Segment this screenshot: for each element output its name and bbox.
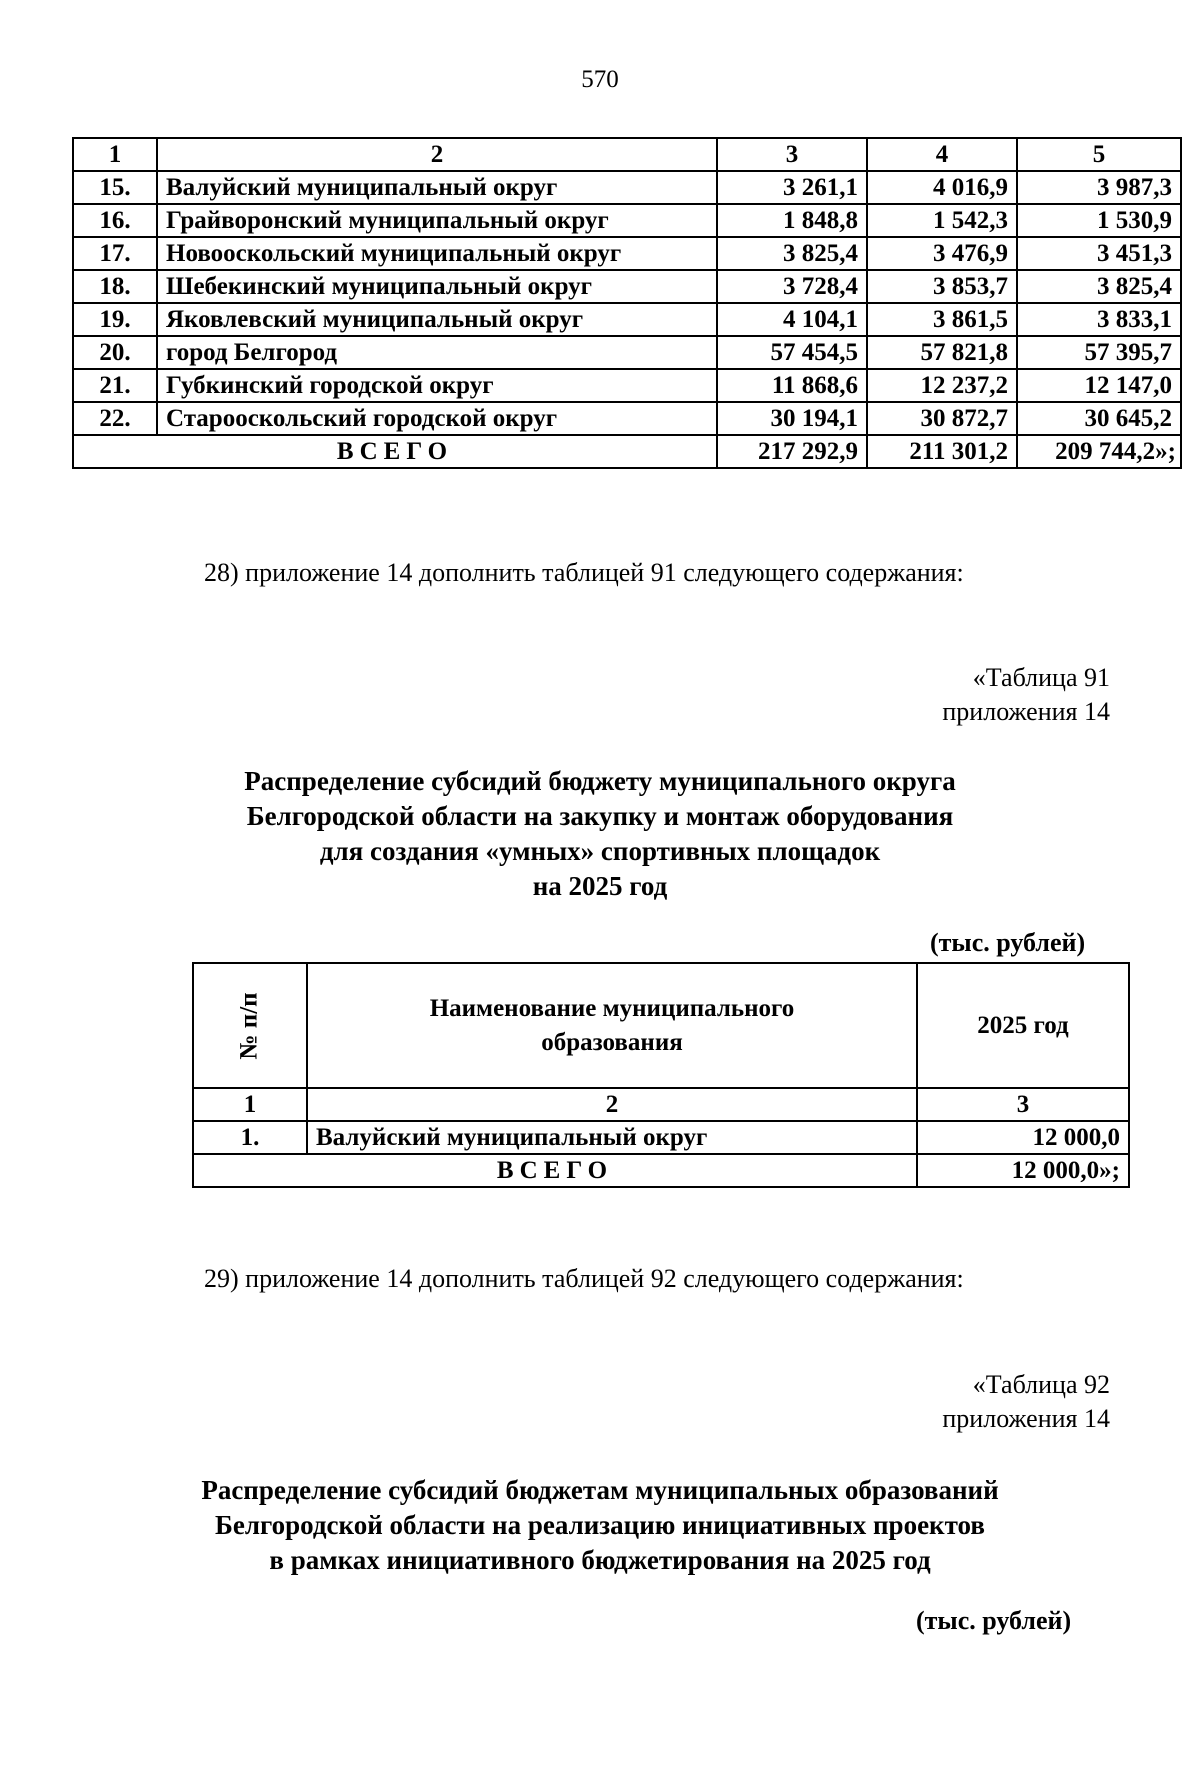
caption-line: «Таблица 92: [972, 1370, 1110, 1399]
row-value-4: 1 542,3: [867, 204, 1017, 237]
row-name: Губкинский городской округ: [157, 369, 717, 402]
table-total-row: [193, 1154, 1129, 1187]
caption-line: приложения 14: [942, 1404, 1110, 1433]
row-value-3: 3 261,1: [717, 171, 867, 204]
row-value-4: 57 821,8: [867, 336, 1017, 369]
header-index-text: № п/п: [235, 991, 263, 1060]
table-row: [73, 336, 1181, 369]
col-number: 2: [307, 1088, 917, 1121]
row-value-4: 4 016,9: [867, 171, 1017, 204]
table-row: [73, 237, 1181, 270]
row-value-5: 3 833,1: [1017, 303, 1181, 336]
table-row: [73, 402, 1181, 435]
row-name: город Белгород: [157, 336, 717, 369]
heading-line: для создания «умных» спортивных площадок: [319, 836, 881, 866]
row-value-4: 3 853,7: [867, 270, 1017, 303]
heading-line: на 2025 год: [532, 871, 668, 901]
heading-line: Белгородской области на реализацию инициативных проектов: [215, 1510, 985, 1540]
total-label: ВСЕГО: [73, 435, 717, 468]
table92-caption: [800, 1368, 1110, 1436]
row-name: Грайворонский муниципальный округ: [157, 204, 717, 237]
header-year: 2025 год: [917, 963, 1129, 1088]
col-number: 5: [1017, 138, 1181, 171]
table-header-row: [73, 138, 1181, 171]
table-row: [73, 204, 1181, 237]
row-value-5: 3 451,3: [1017, 237, 1181, 270]
table92-unit: (тыс. рублей): [916, 1606, 1072, 1635]
row-value-3: 30 194,1: [717, 402, 867, 435]
col-number: 3: [917, 1088, 1129, 1121]
col-number: 2: [157, 138, 717, 171]
row-value-3: 4 104,1: [717, 303, 867, 336]
row-index: 20.: [73, 336, 157, 369]
paragraph-29: 29) приложение 14 дополнить таблицей 92 следующего содержания:: [204, 1264, 964, 1293]
table-row: [73, 369, 1181, 402]
table-row: [73, 303, 1181, 336]
row-value-3: 11 868,6: [717, 369, 867, 402]
row-index: 16.: [73, 204, 157, 237]
row-value-4: 12 237,2: [867, 369, 1017, 402]
table-row: [193, 1121, 1129, 1154]
caption-line: приложения 14: [942, 697, 1110, 726]
table92-heading: [0, 1473, 1200, 1578]
row-name: Валуйский муниципальный округ: [157, 171, 717, 204]
total-value-3: 217 292,9: [717, 435, 867, 468]
paragraph-28: 28) приложение 14 дополнить таблицей 91 следующего содержания:: [204, 558, 964, 587]
row-value-5: 3 825,4: [1017, 270, 1181, 303]
total-value-4: 211 301,2: [867, 435, 1017, 468]
row-index: 19.: [73, 303, 157, 336]
row-value-5: 1 530,9: [1017, 204, 1181, 237]
col-number: 4: [867, 138, 1017, 171]
row-name: Шебекинский муниципальный округ: [157, 270, 717, 303]
col-number: 1: [73, 138, 157, 171]
col-number: 3: [717, 138, 867, 171]
table-91: [192, 962, 1130, 1188]
table-municipal-continuation: [72, 137, 1182, 469]
total-label: ВСЕГО: [193, 1154, 917, 1187]
table91-caption: [800, 661, 1110, 729]
row-value-4: 3 861,5: [867, 303, 1017, 336]
row-index: 15.: [73, 171, 157, 204]
row-value-3: 1 848,8: [717, 204, 867, 237]
row-value-3: 3 825,4: [717, 237, 867, 270]
row-index: 17.: [73, 237, 157, 270]
row-value-5: 3 987,3: [1017, 171, 1181, 204]
row-value: 12 000,0: [917, 1121, 1129, 1154]
row-index: 18.: [73, 270, 157, 303]
row-value-5: 12 147,0: [1017, 369, 1181, 402]
header-index: [193, 963, 307, 1088]
table-row: [73, 270, 1181, 303]
table91-heading: [0, 764, 1200, 904]
row-value-3: 3 728,4: [717, 270, 867, 303]
row-index: 22.: [73, 402, 157, 435]
row-name: Новооскольский муниципальный округ: [157, 237, 717, 270]
row-index: 1.: [193, 1121, 307, 1154]
row-value-4: 30 872,7: [867, 402, 1017, 435]
table-colnum-row: [193, 1088, 1129, 1121]
table-header-row: [193, 963, 1129, 1088]
row-value-5: 57 395,7: [1017, 336, 1181, 369]
row-name: Валуйский муниципальный округ: [307, 1121, 917, 1154]
heading-line: Белгородской области на закупку и монтаж оборудования: [246, 801, 954, 831]
header-name: Наименование муниципального образования: [307, 963, 917, 1088]
table-total-row: [73, 435, 1181, 468]
heading-line: Распределение субсидий бюджету муниципального округа: [244, 766, 956, 796]
total-value: 12 000,0»;: [917, 1154, 1129, 1187]
row-value-3: 57 454,5: [717, 336, 867, 369]
total-value-5: 209 744,2»;: [1017, 435, 1181, 468]
page-number: 570: [581, 66, 619, 93]
table91-unit: (тыс. рублей): [930, 928, 1086, 957]
heading-line: Распределение субсидий бюджетам муниципальных образований: [201, 1475, 999, 1505]
heading-line: в рамках инициативного бюджетирования на 2025 год: [269, 1545, 931, 1575]
col-number: 1: [193, 1088, 307, 1121]
row-name: Яковлевский муниципальный округ: [157, 303, 717, 336]
row-value-5: 30 645,2: [1017, 402, 1181, 435]
row-name: Старооскольский городской округ: [157, 402, 717, 435]
row-index: 21.: [73, 369, 157, 402]
row-value-4: 3 476,9: [867, 237, 1017, 270]
caption-line: «Таблица 91: [972, 663, 1110, 692]
table-row: [73, 171, 1181, 204]
